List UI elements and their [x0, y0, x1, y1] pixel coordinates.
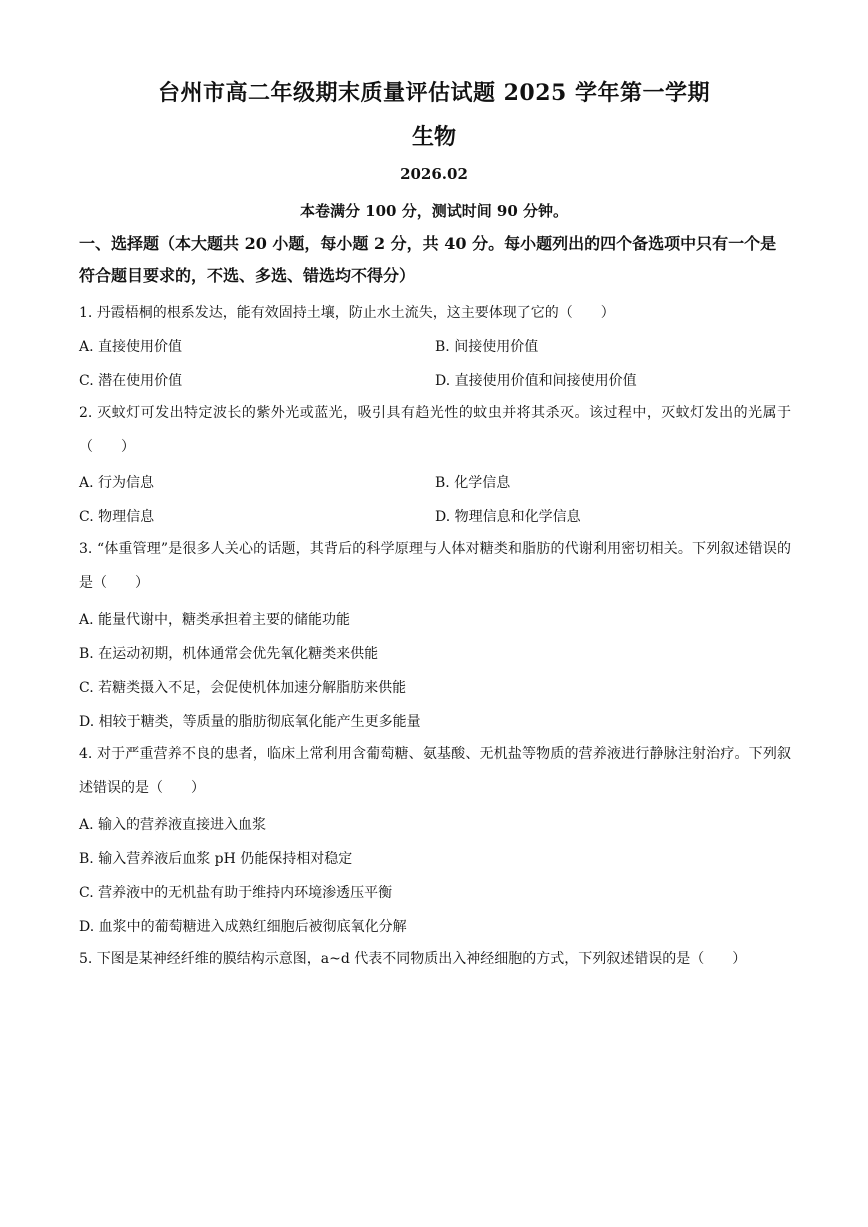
- question-stem: 1. 丹霞梧桐的根系发达，能有效固持土壤，防止水土流失，这主要体现了它的（ ）: [79, 305, 615, 321]
- question-stem: 3. “体重管理”是很多人关心的话题，其背后的科学原理与人体对糖类和脂肪的代谢利用密切相关。下列叙述错误的是（ ）: [79, 541, 791, 591]
- section-heading: 一、选择题（本大题共 20 小题，每小题 2 分，共 40 分。每小题列出的四个备选项中只有一个是符合题目要求的，不选、多选、错选均不得分）: [79, 234, 777, 285]
- option-c: C. 若糖类摄入不足，会促使机体加速分解脂肪来供能: [79, 680, 407, 696]
- option-d: D. 相较于糖类，等质量的脂肪彻底氧化能产生更多能量: [79, 714, 421, 730]
- option-c: C. 营养液中的无机盐有助于维持内环境渗透压平衡: [79, 885, 393, 901]
- option-d: D. 直接使用价值和间接使用价值: [435, 373, 637, 389]
- exam-date: 2026.02: [400, 165, 468, 183]
- option-c: C. 潜在使用价值: [79, 373, 183, 389]
- option-c: C. 物理信息: [79, 509, 155, 525]
- question-stem: 5. 下图是某神经纤维的膜结构示意图，a~d 代表不同物质出入神经细胞的方式，下列叙述错误的是（ ）: [79, 951, 747, 967]
- option-a: A. 行为信息: [79, 475, 155, 491]
- option-b: B. 化学信息: [435, 475, 511, 491]
- subject-title: 生物: [411, 124, 456, 150]
- option-a: A. 直接使用价值: [79, 339, 183, 355]
- option-b: B. 输入营养液后血浆 pH 仍能保持相对稳定: [79, 851, 353, 867]
- option-b: B. 间接使用价值: [435, 339, 539, 355]
- option-a: A. 输入的营养液直接进入血浆: [79, 817, 267, 833]
- option-d: D. 物理信息和化学信息: [435, 509, 581, 525]
- question-stem: 4. 对于严重营养不良的患者，临床上常利用含葡萄糖、氨基酸、无机盐等物质的营养液进行静脉注射治疗。下列叙述错误的是（ ）: [79, 746, 791, 796]
- question-stem: 2. 灭蚊灯可发出特定波长的紫外光或蓝光，吸引具有趋光性的蚊虫并将其杀灭。该过程中，灭蚊灯发出的光属于（ ）: [79, 405, 791, 455]
- option-a: A. 能量代谢中，糖类承担着主要的储能功能: [79, 612, 351, 628]
- exam-note: 本卷满分 100 分，测试时间 90 分钟。: [299, 202, 569, 220]
- option-d: D. 血浆中的葡萄糖进入成熟红细胞后被彻底氧化分解: [79, 919, 407, 935]
- option-b: B. 在运动初期，机体通常会优先氧化糖类来供能: [79, 646, 379, 662]
- exam-title: 台州市高二年级期末质量评估试题 2025 学年第一学期: [157, 80, 711, 106]
